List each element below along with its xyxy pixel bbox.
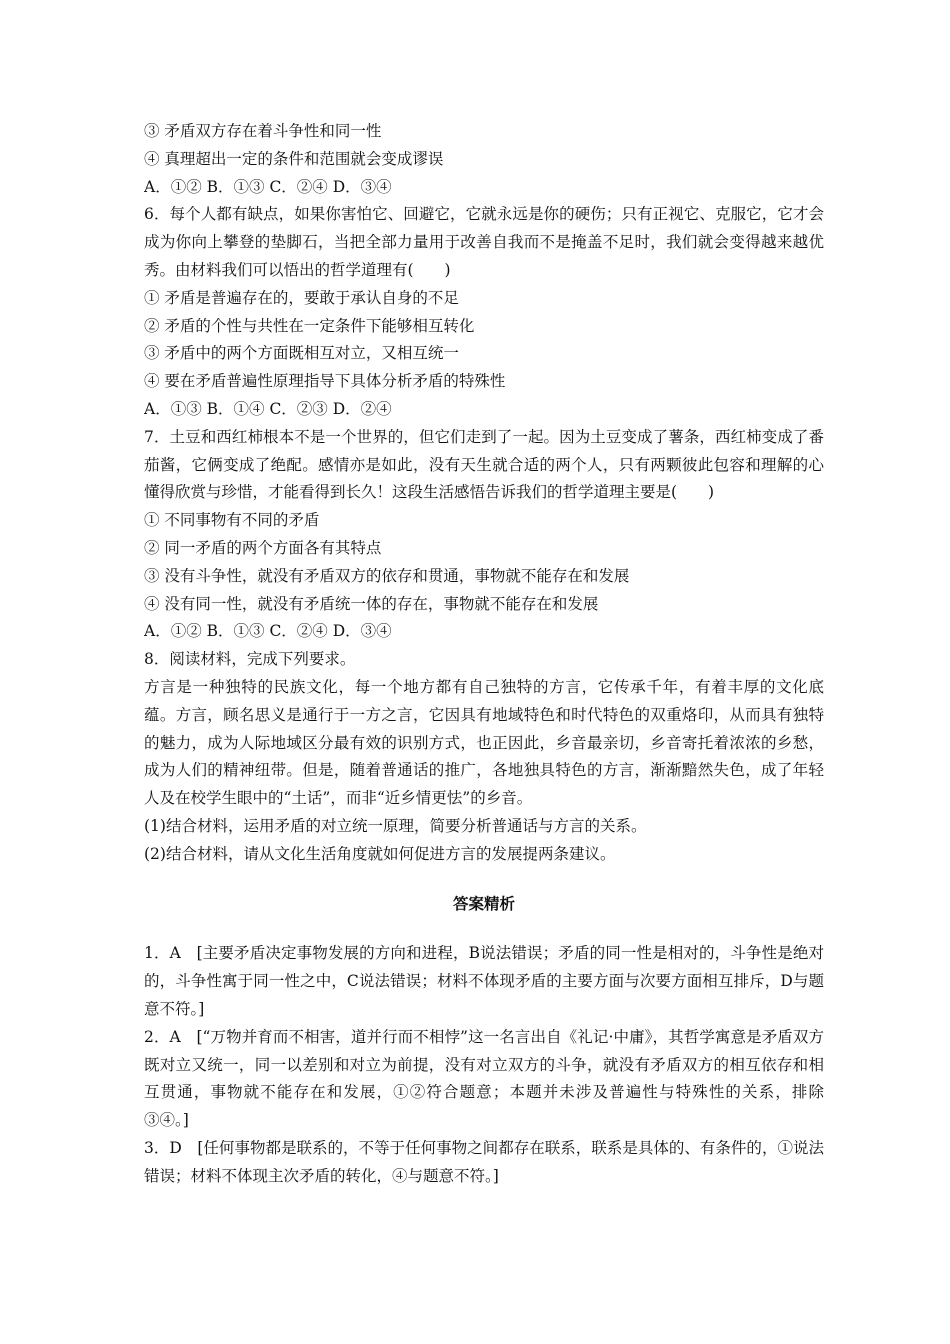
answer-3: 3．D [任何事物都是联系的，不等于任何事物之间都存在联系，联系是具体的、有条件的，①说法错误；材料不体现主次矛盾的转化，④与题意不符。]	[144, 1138, 824, 1185]
q8-material: 方言是一种独特的民族文化，每一个地方都有自己独特的方言，它传承千年，有着丰厚的文化底蕴。方言，顾名思义是通行于一方之言，它因具有地域特色和时代特色的双重烙印，从而具有独特的魅力，成为人际地域区分最有效的识别方式，也正因此，乡音最亲切，乡音寄托着浓浓的乡愁，成为人们的精神纽带。但是，随着普通话的推广，各地独具特色的方言，渐渐黯然失色，成了年轻人及在校学生眼中的“土话”，而非“近乡情更怯”的乡音。	[144, 677, 824, 808]
answer-heading: 答案精析	[452, 894, 515, 913]
q5-item-3: ③ 矛盾双方存在着斗争性和同一性	[144, 122, 382, 140]
answer-2: 2．A [“万物并育而不相害，道并行而不相悖”这一名言出自《礼记·中庸》，其哲学寓意是矛盾双方既对立又统一，同一以差别和对立为前提，没有对立双方的斗争，就没有矛盾双方的相互依存和相互贯通，事物就不能存在和发展，①②符合题意；本题并未涉及普遍性与特殊性的关系，排除③④。]	[144, 1027, 824, 1130]
q7-stem: 7．土豆和西红柿根本不是一个世界的，但它们走到了一起。因为土豆变成了薯条，西红柿变成了番茄酱，它俩变成了绝配。感情亦是如此，没有天生就合适的两个人，只有两颗彼此包容和理解的心懂得欣赏与珍惜，才能看得到长久！这段生活感悟告诉我们的哲学道理主要是( )	[144, 427, 824, 502]
q7-options: A．①② B．①③ C．②④ D．③④	[144, 622, 392, 641]
q7-item-1: ① 不同事物有不同的矛盾	[144, 511, 320, 530]
q7-item-3: ③ 没有斗争性，就没有矛盾双方的依存和贯通，事物就不能存在和发展	[144, 566, 630, 585]
q6-stem: 6．每个人都有缺点，如果你害怕它、回避它，它就永远是你的硬伤；只有正视它、克服它，它才会成为你向上攀登的垫脚石，当把全部力量用于改善自我而不是掩盖不足时，我们就会变得越来越优秀。由材料我们可以悟出的哲学道理有( )	[144, 205, 824, 279]
q7-item-4: ④ 没有同一性，就没有矛盾统一体的存在，事物就不能存在和发展	[144, 594, 599, 613]
q8-requirement-1: (1)结合材料，运用矛盾的对立统一原理，简要分析普通话与方言的关系。	[144, 816, 647, 835]
answer-1: 1．A [主要矛盾决定事物发展的方向和进程，B说法错误；矛盾的同一性是相对的，斗争性是绝对的，斗争性寓于同一性之中，C说法错误；材料不体现矛盾的主要方面与次要方面相互排斥，D与题意不符。]	[144, 944, 824, 1018]
q8-stem: 8．阅读材料，完成下列要求。	[144, 650, 356, 669]
q6-item-1: ① 矛盾是普遍存在的，要敢于承认自身的不足	[144, 288, 459, 307]
q8-requirement-2: (2)结合材料，请从文化生活角度就如何促进方言的发展提两条建议。	[144, 844, 616, 863]
q5-options: A．①② B．①③ C．②④ D．③④	[144, 177, 392, 196]
q5-item-4: ④ 真理超出一定的条件和范围就会变成谬误	[144, 149, 444, 168]
q6-options: A．①③ B．①④ C．②③ D．②④	[144, 399, 392, 418]
document-page	[144, 118, 824, 1190]
q7-item-2: ② 同一矛盾的两个方面各有其特点	[144, 538, 382, 557]
q6-item-2: ② 矛盾的个性与共性在一定条件下能够相互转化	[144, 316, 475, 335]
q6-item-4: ④ 要在矛盾普遍性原理指导下具体分析矛盾的特殊性	[144, 372, 506, 391]
q6-item-3: ③ 矛盾中的两个方面既相互对立，又相互统一	[144, 344, 459, 363]
